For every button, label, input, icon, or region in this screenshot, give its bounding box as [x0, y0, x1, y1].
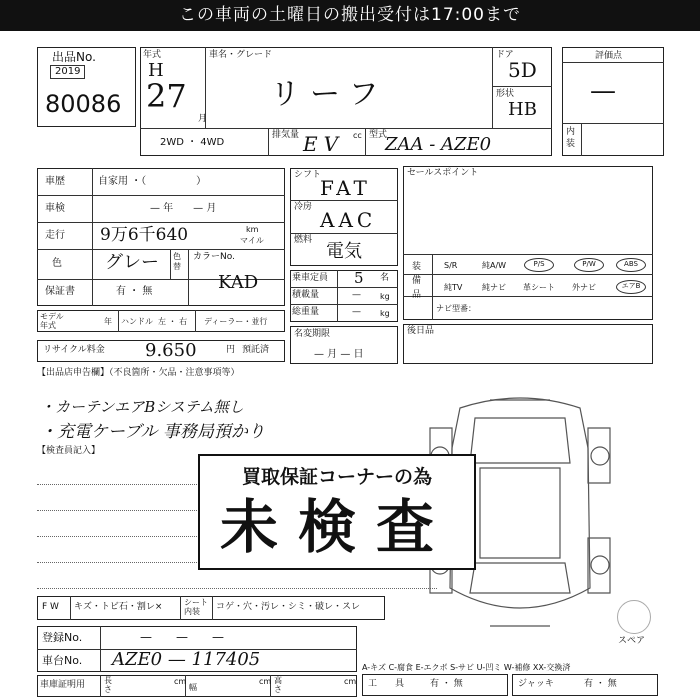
stamp-line-1: 買取保証コーナーの為	[241, 466, 432, 488]
equip-ps: P/S	[524, 258, 554, 272]
handle-value: 左 ・ 右	[158, 317, 188, 326]
name-change-label: 名変期限	[294, 329, 331, 339]
recycle-label: リサイクル料金	[43, 345, 105, 355]
equip-airbag: エアB	[616, 280, 646, 294]
recycle-unit: 円	[226, 345, 236, 355]
capacity-label: 乗車定員	[292, 273, 329, 283]
length-label: 長さ	[104, 676, 112, 694]
gross-value: —	[352, 307, 361, 317]
rating-value: —	[590, 76, 616, 106]
chassis-no-value: AZE0 — 117405	[112, 649, 261, 670]
load-value: —	[352, 290, 361, 300]
km-unit: km	[246, 225, 259, 234]
fw-label: F W	[42, 602, 59, 612]
stamp-line-2: 未検査	[219, 493, 454, 561]
body-shape: HB	[508, 99, 537, 120]
inspector-header: 【検査員記入】	[37, 446, 101, 456]
lot-year: 2019	[50, 65, 85, 79]
car-name-label: 車名・グレード	[209, 50, 273, 60]
width-unit: cm	[259, 677, 272, 686]
drive-options: 2WD ・ 4WD	[160, 137, 225, 148]
equip-sr: S/R	[444, 261, 458, 270]
width-label: 幅	[189, 683, 197, 692]
size-label: 車庫証明用	[40, 680, 86, 690]
seat-label: シート内装	[184, 598, 208, 616]
remark-line-1: ・カーテンエアBシステム無し	[40, 398, 244, 416]
rating-label: 評価点	[595, 51, 623, 61]
displacement-label: 排気量	[272, 130, 300, 140]
history-label: 車歴	[45, 176, 65, 187]
handle-label: ハンドル	[121, 317, 153, 326]
warranty-label: 保証書	[45, 286, 75, 297]
car-name: リーフ	[270, 77, 389, 112]
shape-label: 形状	[496, 89, 515, 99]
after-fit-box	[403, 324, 653, 364]
mileage-value: 9万6千640	[100, 225, 189, 245]
jack-label: ジャッキ	[518, 679, 554, 689]
equip-alloy: 純A/W	[482, 261, 507, 270]
equip-pw: P/W	[574, 258, 604, 272]
model-code-label: 型式	[369, 130, 388, 140]
model-code: ZAA - AZE0	[385, 134, 492, 155]
inspection-value: — 年 — 月	[150, 203, 217, 214]
model-year-label: モデル年式	[40, 312, 64, 330]
color-label: 色	[52, 258, 62, 269]
door-label: ドア	[496, 50, 514, 60]
tools-label: 工 具	[368, 679, 405, 689]
equip-tv: 純TV	[444, 283, 463, 292]
model-year: 27	[146, 77, 187, 115]
color-value: グレー	[105, 252, 159, 273]
mile-unit: マイル	[240, 236, 264, 245]
fuel-value: 電気	[326, 241, 362, 262]
shift-label: シフト	[294, 170, 322, 180]
equip-abs: ABS	[616, 258, 646, 272]
damage-legend: A-キズ C-腐食 E-エクボ S-サビ U-凹ミ W-補修 XX-交換済	[362, 663, 571, 672]
color-no-label: カラーNo.	[193, 252, 235, 262]
equip-leather: 革シート	[523, 283, 555, 292]
warranty-value: 有 ・ 無	[116, 286, 153, 297]
remark-line-2: ・充電ケーブル 事務局預かり	[40, 422, 265, 442]
history-value: 自家用 ・（ ）	[98, 176, 207, 187]
saturday-pickup-banner: この車両の土曜日の搬出受付は17:00まで	[0, 0, 700, 31]
name-change-value: — 月 — 日	[314, 349, 364, 360]
capacity-value: 5	[354, 269, 364, 287]
reg-no-label: 登録No.	[42, 631, 83, 644]
gross-label: 総重量	[292, 307, 320, 317]
height-unit: cm	[344, 677, 357, 686]
load-unit: kg	[380, 292, 390, 301]
equip-nav: 純ナビ	[482, 283, 506, 292]
shift-value: FAT	[320, 176, 371, 200]
nav-model-label: ナビ型番：	[436, 304, 476, 313]
inspection-label: 車検	[45, 203, 65, 214]
spare-label: スペア	[618, 636, 646, 646]
capacity-unit: 名	[380, 273, 390, 283]
ac-value: AAC	[320, 208, 377, 232]
after-fit-label: 後日品	[407, 326, 435, 336]
seat-desc: コゲ・穴・汚レ・シミ・破レ・スレ	[216, 602, 361, 612]
year-unit: 年	[104, 317, 112, 326]
length-unit: cm	[174, 677, 187, 686]
color-change-label: 色替	[173, 252, 181, 271]
remarks-header: 【出品店申告欄】（不良箇所・欠品・注意事項等）	[37, 368, 240, 378]
mileage-label: 走行	[45, 230, 65, 241]
height-label: 高さ	[274, 676, 282, 694]
recycle-value: 9.650	[145, 340, 197, 361]
equipment-label: 装備品	[412, 262, 422, 300]
dealer-label: ディーラー・並行	[204, 317, 268, 326]
chassis-no-label: 車台No.	[42, 654, 83, 667]
gross-unit: kg	[380, 309, 390, 318]
fuel-label: 燃料	[294, 235, 313, 245]
equip-ext-nav: 外ナビ	[572, 283, 596, 292]
color-no-value: KAD	[218, 272, 259, 293]
month-unit: 月	[198, 114, 208, 124]
year-era: H	[148, 60, 164, 81]
recycle-note: 預託済	[242, 345, 270, 355]
spare-tire-icon	[617, 600, 651, 634]
displacement: EV	[303, 132, 345, 156]
reg-no-value: — — —	[140, 630, 225, 644]
year-label: 年式	[143, 50, 162, 60]
doors: 5D	[508, 58, 537, 82]
sales-points-label: セールスポイント	[407, 168, 479, 178]
fw-desc: キズ・トビ石・割レ×	[74, 602, 163, 612]
lot-number: 80086	[45, 90, 122, 118]
interior-label: 内装	[566, 127, 576, 149]
tools-value: 有 ・ 無	[430, 679, 463, 689]
ac-label: 冷房	[294, 202, 313, 212]
cc-unit: cc	[353, 131, 362, 140]
lot-number-label: 出品No.	[52, 50, 96, 64]
load-label: 積載量	[292, 290, 320, 300]
jack-value: 有 ・ 無	[584, 679, 617, 689]
